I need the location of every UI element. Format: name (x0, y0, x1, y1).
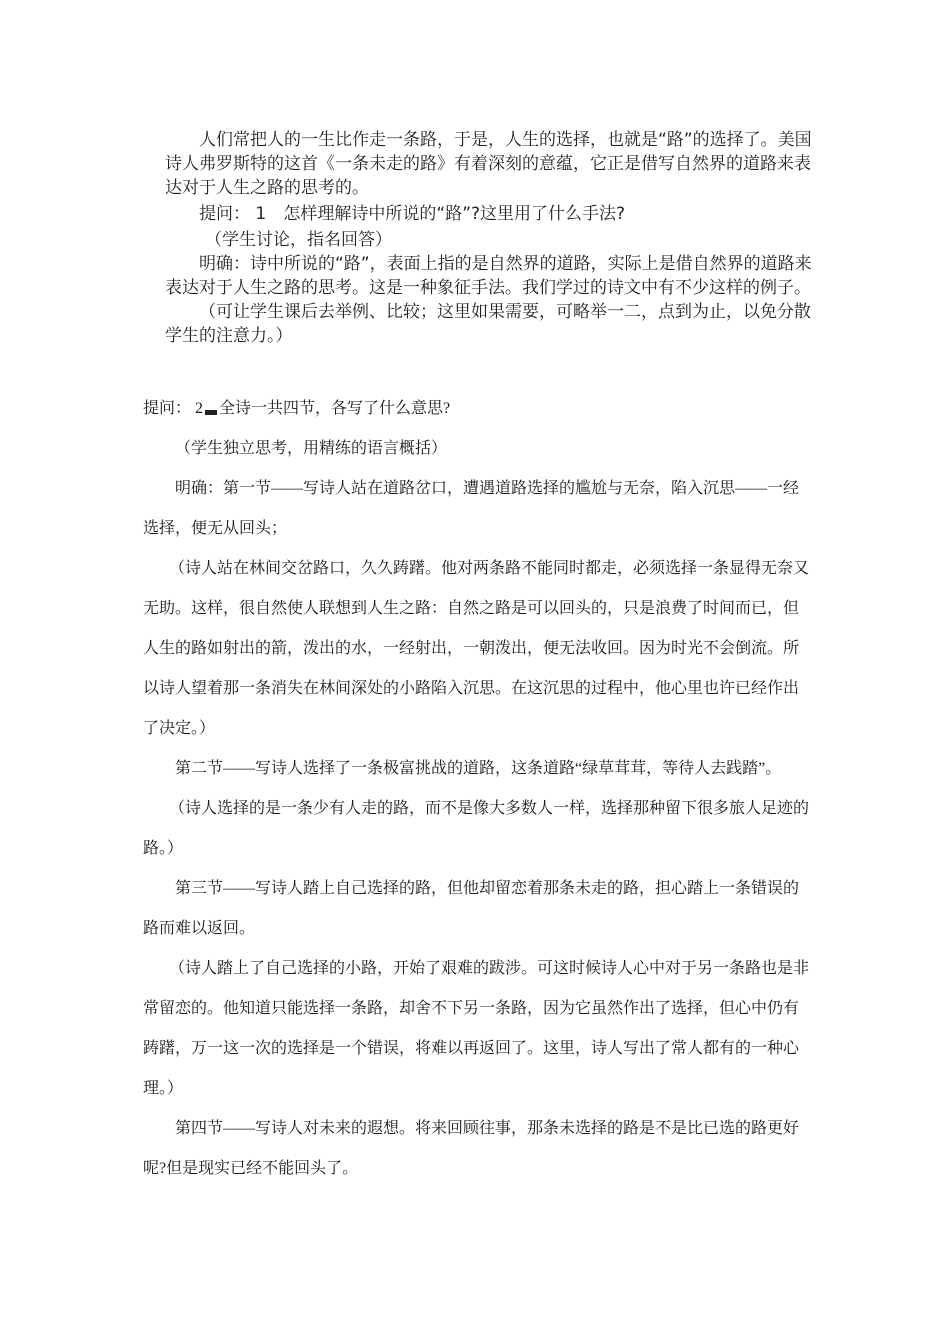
intro-section (165, 128, 825, 348)
question-2-text: 全诗一共四节，各写了什么意思? (219, 400, 451, 417)
question-2-prefix: 提问： 2 (143, 400, 204, 417)
question-1-text: 怎样理解诗中所说的“路”?这里用了什么手法? (283, 204, 626, 224)
question-1-note: （学生讨论，指名回答） (205, 230, 392, 250)
question-1-label: 提问： (199, 204, 250, 224)
section-4-summary: 第四节——写诗人对未来的遐想。将来回顾往事，那条未选择的路是不是比已选的路更好呢?但是现实已经不能回头了。 (143, 1120, 800, 1177)
section-1-summary: 明确：第一节——写诗人站在道路岔口，遭遇道路选择的尴尬与无奈，陷入沉思——一经选择，便无从回头； (143, 480, 800, 537)
question-1-number: 1 (255, 204, 267, 224)
teaching-note-1: （可让学生课后去举例、比较；这里如果需要，可略举一二，点到为止，以免分散学生的注意力。） (165, 302, 811, 346)
intro-paragraph: 人们常把人的一生比作走一条路，于是，人生的选择，也就是“路”的选择了。美国诗人弗罗斯特的这首《一条未走的路》有着深刻的意蕴，它正是借写自然界的道路来表达对于人生之路的思考的。 (165, 130, 812, 198)
section-2-note: （诗人选择的是一条少有人走的路，而不是像大多数人一样，选择那种留下很多旅人足迹的路。） (143, 800, 810, 857)
question-2-note: （学生独立思考，用精练的语言概括） (175, 440, 448, 457)
question-1 (165, 202, 825, 226)
question-2 (143, 389, 813, 429)
answer-1: 明确：诗中所说的“路”，表面上指的是自然界的道路，实际上是借自然界的道路来表达对于人生之路的思考。这是一种象征手法。我们学过的诗文中有不少这样的例子。 (165, 254, 812, 298)
section-3-summary: 第三节——写诗人踏上自己选择的路，但他却留恋着那条未走的路，担心踏上一条错误的路而难以返回。 (143, 880, 800, 937)
sections-discussion (143, 389, 813, 1189)
text-cursor-mark (205, 410, 217, 415)
section-1-note: （诗人站在林间交岔路口，久久踌躇。他对两条路不能同时都走，必须选择一条显得无奈又无助。这样，很自然使人联想到人生之路：自然之路是可以回头的，只是浪费了时间而已，但人生的路如射出的箭，泼出的水，一经射出，一朝泼出，便无法收回。因为时光不会倒流。所以诗人望着那一条消失在林间深处的小路陷入沉思。在这沉思的过程中，他心里也许已经作出了决定。） (143, 560, 810, 737)
section-3-note: （诗人踏上了自己选择的小路，开始了艰难的跋涉。可这时候诗人心中对于另一条路也是非常留恋的。他知道只能选择一条路，却舍不下另一条路，因为它虽然作出了选择，但心中仍有踌躇，万一这一次的选择是一个错误，将难以再返回了。这里，诗人写出了常人都有的一种心理。） (143, 960, 810, 1097)
section-2-summary: 第二节——写诗人选择了一条极富挑战的道路，这条道路“绿草茸茸，等待人去践踏”。 (175, 760, 782, 777)
